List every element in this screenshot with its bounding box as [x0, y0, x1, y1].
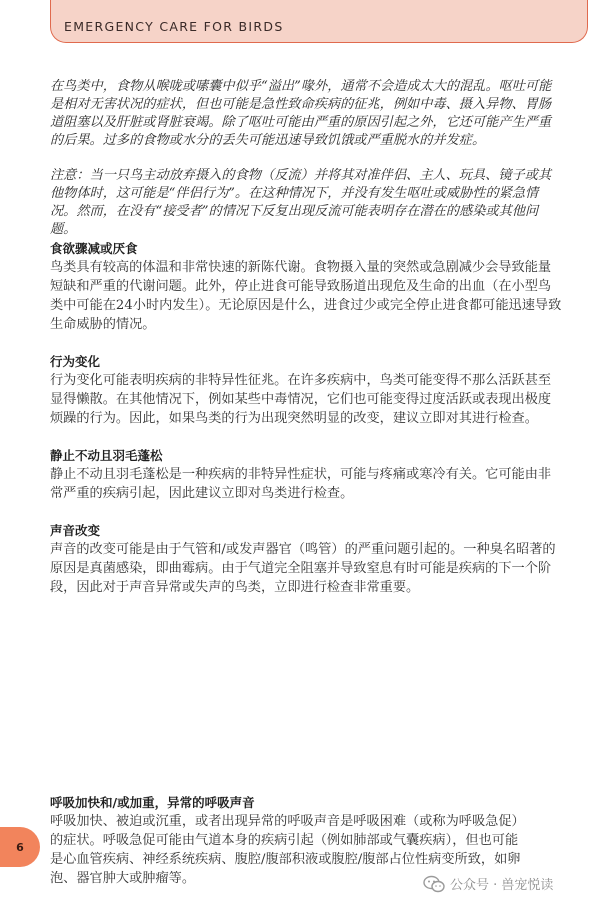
header-banner — [50, 0, 588, 43]
section-body: 行为变化可能表明疾病的非特异性征兆。在许多疾病中，鸟类可能变得不那么活跃甚至显得懒散。在其他情况下，例如某些中毒情况，它们也可能变得过度活跃或表现出极度烦躁的行为。因此，如果鸟类的行为出现突然明显的改变，建议立即对其进行检查。 — [50, 373, 552, 426]
page-number-tab — [0, 827, 40, 867]
page-content — [50, 78, 562, 597]
section-body: 声音的改变可能是由于气管和/或发声器官（鸣管）的严重问题引起的。一种臭名昭著的原因是真菌感染，即曲霉病。由于气道完全阻塞并导致窒息有时可能是疾病的下一个阶段，因此对于声音异常或失声的鸟类，立即进行检查非常重要。 — [50, 542, 556, 595]
section-body: 鸟类具有较高的体温和非常快速的新陈代谢。食物摄入量的突然或急剧减少会导致能量短缺和严重的代谢问题。此外，停止进食可能导致肠道出现危及生命的出血（在小型鸟类中可能在24小时内发生）。无论原因是什么，进食过少或完全停止进食都可能迅速导致生命威胁的情况。 — [50, 260, 562, 332]
page-number: 6 — [16, 840, 24, 854]
section-title: 静止不动且羽毛蓬松 — [50, 448, 163, 463]
section-title: 声音改变 — [50, 523, 101, 538]
note-paragraph: 注意：当一只鸟主动放弃摄入的食物（反流）并将其对准伴侣、主人、玩具、镜子或其他物体时，这可能是“伴侣行为”。在这种情况下，并没有发生呕吐或威胁性的紧急情况。然而，在没有“接受者”的情况下反复出现反流可能表明存在潜在的感染或其他问题。 — [50, 168, 552, 237]
section-behavior — [50, 352, 562, 428]
section-title: 食欲骤减或厌食 — [50, 241, 138, 256]
section-body: 静止不动且羽毛蓬松是一种疾病的非特异性症状，可能与疼痛或寒冷有关。它可能由非常严重的疾病引起，因此建议立即对鸟类进行检查。 — [50, 467, 552, 501]
section-title: 呼吸加快和/或加重，异常的呼吸声音 — [50, 795, 255, 810]
watermark-text: 公众号 · 兽宠悦读 — [450, 878, 554, 893]
section-fluffed — [50, 446, 562, 503]
section-title: 行为变化 — [50, 354, 101, 369]
section-appetite — [50, 239, 562, 334]
section-voice — [50, 521, 562, 597]
watermark — [423, 874, 553, 893]
wechat-icon — [423, 875, 445, 893]
header-title: EMERGENCY CARE FOR BIRDS — [64, 19, 284, 34]
intro-paragraph: 在鸟类中，食物从喉咙或嗉囊中似乎“溢出”喙外，通常不会造成太大的混乱。呕吐可能是相对无害状况的症状，但也可能是急性致命疾病的征兆，例如中毒、摄入异物、胃肠道阻塞以及肝脏或肾脏衰竭。除了呕吐可能由严重的原因引起之外，它还可能产生严重的后果。过多的食物或水分的丢失可能迅速导致饥饿或严重脱水的并发症。 — [50, 79, 552, 148]
section-body: 呼吸加快、被迫或沉重，或者出现异常的呼吸声音是呼吸困难（或称为呼吸急促）的症状。呼吸急促可能由气道本身的疾病引起（例如肺部或气囊疾病），但也可能是心血管疾病、神经系统疾病、腹腔/腹部积液或腹腔/腹部占位性病变所致，如卵泡、器官肿大或肿瘤等。 — [50, 814, 525, 886]
